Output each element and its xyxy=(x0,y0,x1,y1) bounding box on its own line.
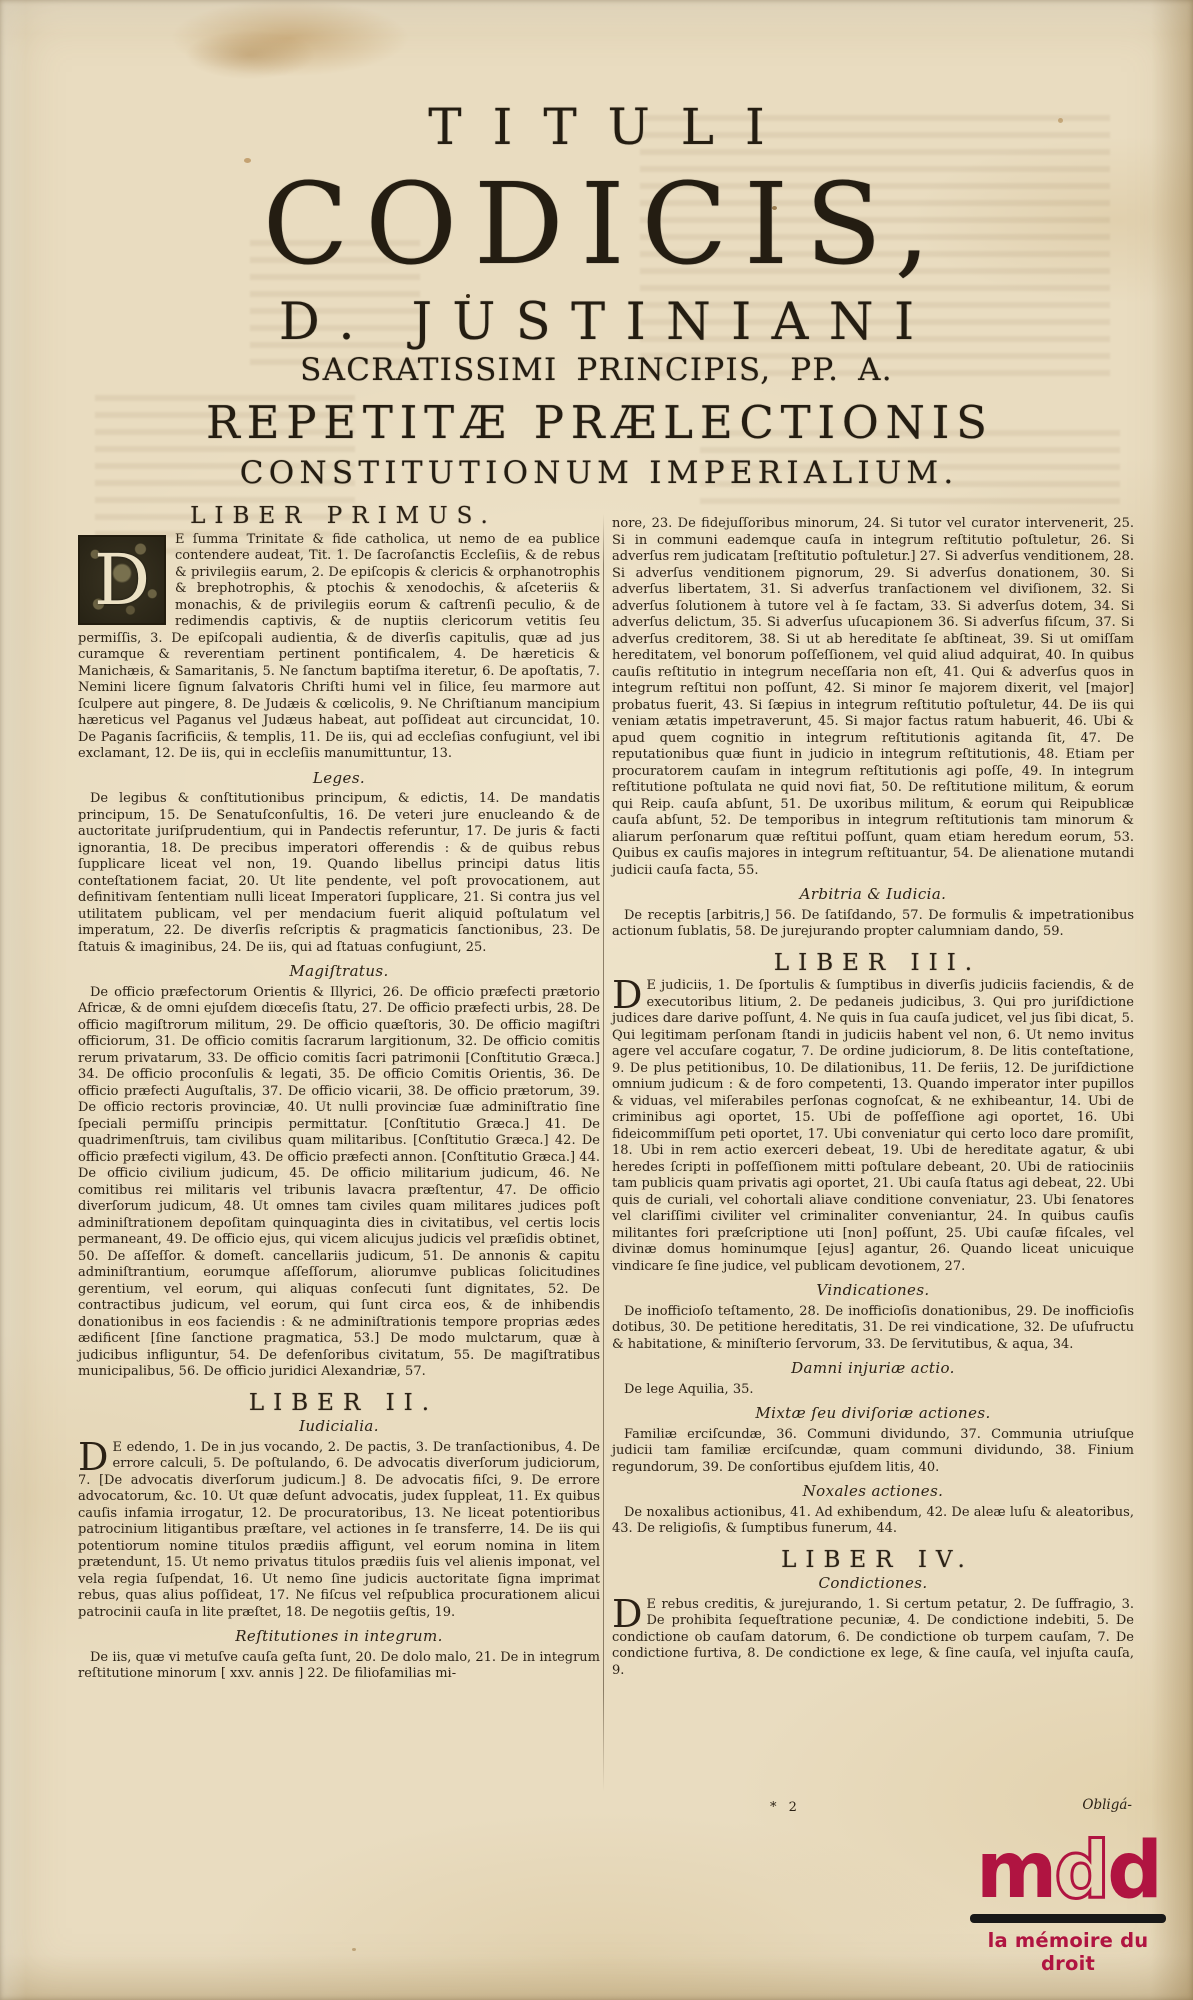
magistratus-paragraph: De officio præfectorum Orientis & Illyrici, 26. De officio præfecti prætorio Africæ, & de omni ejuſdem diœceſis ſtatu, 27. De officio præfecti urbis, 28. De officio magiſtrorum militum, 29. De officio quæſtoris, 30. De officio magiſtri officiorum, 31. De officio comitis ſacrarum largitionum, 32. De officio comitis rerum privatarum, 33. De officio comitis ſacri patrimonii [Conſtitutio Græca.] 34. De officio proconſulis & legati, 35. De officio Comitis Orientis, 36. De officio præfecti Auguſtalis, 37. De officio vicarii, 38. De officio prætorum, 39. De officio rectoris provinciæ, 40. Ut nulli provinciæ ſuæ adminiſtratio ſine ſpeciali permiſſu principis permittatur. [Conſtitutio Græca.] 41. De quadrimenſtruis, tam civilibus quam militaribus. [Conſtitutio Græca.] 42. De officio præfecti vigilum, 43. De officio præfecti annon. [Conſtitutio Græca.] 44. De officio civilium judicum, 45. De officio militarium judicum, 46. Ne comitibus rei militaris vel tribunis lavacra præſtentur, 47. De officio diverſorum judicum, 48. Ut omnes tam civiles quam militares judices poſt adminiſtrationem depoſitam quinquaginta dies in civitatibus, vel certis locis permaneant, 49. De officio ejus, qui vicem alicujus judicis vel præſidis obtinet, 50. De aſſeſſor. & domeſt. cancellariis judicum, 51. De annonis & capitu adminiſtrantium, eorumque aſſeſſorum, aliorumve publicas ſolicitudines gerentium, vel eorum, qui aliquas conſecuti ſunt dignitates, 52. De contractibus judicum, vel eorum, qui ſunt circa eos, & de inhibendis donationibus in eos faciendis : & ne adminiſtrationis tempore proprias ædes ædificent [ſine ſanctione pragmatica, 53.] De modo mulctarum, quæ à judicibus infliguntur, 54. De defenſoribus civitatum, 55. De magiſtratibus municipalibus, 56. De officio juridici Alexandriæ, 57. xyxy=(78,984,600,1379)
damni-heading: Damni injuriæ actio. xyxy=(791,1359,955,1377)
logo-letter-m: m xyxy=(976,1826,1055,1916)
liber4-paragraph xyxy=(612,1591,1134,1680)
leges-heading: Leges. xyxy=(312,768,366,787)
liber1-paragraph xyxy=(78,532,600,763)
condictiones-heading: Condictiones. xyxy=(818,1574,928,1592)
right-column xyxy=(612,516,1134,1679)
column-divider xyxy=(603,514,604,1792)
title-tituli: TITULI xyxy=(428,98,796,156)
logo-letter-d: d xyxy=(1107,1826,1160,1916)
vindicationes-paragraph: De inofficioſo teſtamento, 28. De inofficioſis donationibus, 29. De inofficioſis dotibus, 30. De petitione hereditatis, 31. De rei vindicatione, 32. De uſufructu & habitatione, & miniſterio ſervorum, 33. De ſervitutibus, & aqua, 34. xyxy=(612,1303,1134,1352)
liber-ii-heading: LIBER II. xyxy=(248,1389,439,1416)
mdd-logo-wordmark xyxy=(968,1826,1168,1916)
iudicialia-heading: Iudicialia. xyxy=(299,1417,379,1435)
noxales-paragraph: De noxalibus actionibus, 41. Ad exhibendum, 42. De aleæ luſu & aleatoribus, 43. De religioſis, & ſumptibus funerum, 44. xyxy=(612,1504,1134,1536)
initial-d: D xyxy=(612,1591,643,1636)
noxales-heading: Noxales actiones. xyxy=(802,1482,944,1500)
initial-d: D xyxy=(78,1434,109,1479)
liber3-paragraph xyxy=(612,973,1134,1275)
liber-iii-heading: LIBER III. xyxy=(773,949,982,976)
title-sacratissimi: SACRATISSIMI PRINCIPIS, PP. A. xyxy=(300,352,893,388)
mixtae-paragraph: Familiæ erciſcundæ, 36. Communi dividundo, 37. Communia utriuſque judicii tam familiæ erciſcundæ, quam communi dividundo, 38. Finium regundorum, 39. De conſortibus ejuſdem litis, 40. xyxy=(612,1426,1134,1475)
left-column xyxy=(78,503,600,1683)
foxing-spot xyxy=(352,1948,356,1951)
title-constitutionum: CONSTITUTIONUM IMPERIALIUM. xyxy=(239,455,959,491)
logo-tagline: la mémoire du droit xyxy=(987,1929,1149,1975)
ornate-initial-d: D xyxy=(78,535,166,625)
mixtae-heading: Mixtæ ſeu diviſoriæ actiones. xyxy=(755,1404,991,1422)
liber-primus-heading: LIBER PRIMUS. xyxy=(190,503,497,529)
liber3-text: E judiciis, 1. De ſportulis & ſumptibus in diverſis judiciis faciendis, & de executoribus litium, 2. De pedaneis judicibus, 3. Qui pro juriſdictione judices dare darive poſſunt, 4. Ne quis in ſua cauſa judicet, vel jus ſibi dicat, 5. Qui legitimam perſonam ſtandi in judiciis habent vel non, 6. Ut nemo invitus agere vel accuſare cogatur, 7. De ordine judiciorum, 8. De litis conteſtatione, 9. De plus petitionibus, 10. De dilationibus, 11. De feriis, 12. De juriſdictione omnium judicum : & de foro competenti, 13. Quando imperator inter pupillos & viduas, vel miſerabiles perſonas cognoſcat, & ne exhibeantur, 14. Ubi de criminibus agi oportet, 15. Ubi de poſſeſſione agi oportet, 16. Ubi fideicommiſſum peti oportet, 17. Ubi conveniatur qui certo loco dare promiſit, 18. Ubi in rem actio exerceri debeat, 19. Ubi de hereditate agatur, & ubi heredes ſcripti in poſſeſſionem mitti poſtulare debeant, 20. Ubi de ratiociniis tam publicis quam privatis agi oportet, 21. Ubi cauſa ſtatus agi debeat, 22. Ubi quis de curiali, vel cohortali aliave conditione conveniatur, 23. Ubi ſenatores vel clariſſimi civiliter vel criminaliter conveniantur, 24. In quibus cauſis militantes fori præſcriptione uti [non] poſſunt, 25. Ubi cauſæ fiſcales, vel divinæ domus hominumque [ejus] agantur, 26. Quando liceat unicuique vindicare ſe ſine judice, vel publicam devotionem, 27. xyxy=(612,978,1134,1274)
continuation-paragraph: nore, 23. De fidejuſſoribus minorum, 24. Si tutor vel curator intervenerit, 25. Si in communi eademque cauſa in integrum reſtitutio poſtuletur, 26. Si adverſus rem judicatam [reſtitutio poſtuletur.] 27. Si adverſus venditionem, 28. Si adverſus venditionem pignorum, 29. Si adverſus donationem, 30. Si adverſus libertatem, 31. Si adverſus tranſactionem vel diviſionem, 32. Si adverſus ſolutionem à tutore vel à ſe factam, 33. Si adverſus dotem, 34. Si adverſus delictum, 35. Si adverſus uſucapionem 36. Si adverſus fiſcum, 37. Si adverſus creditorem, 38. Si ut ab hereditate ſe abſtineat, 39. Si ut omiſſam hereditatem, vel bonorum poſſeſſionem, vel quid aliud adquirat, 40. In quibus cauſis reſtitutio in integrum neceſſaria non eſt, 41. Qui & adverſus quos in integrum reſtitui non poſſunt, 42. Si minor ſe majorem dixerit, vel [major] probatus fuerit, 43. Si ſæpius in integrum reſtitutio poſtuletur, 44. De iis qui veniam ætatis impetraverunt, 45. Si major factus ratum habuerit, 46. Ubi & apud quem cognitio in integrum reſtitutionis agitanda ſit, 47. De reputationibus quæ fiunt in judicio in integrum reſtitutionis, 48. Etiam per procuratorem cauſam in integrum reſtitutionis agi poſſe, 49. In integrum reſtitutione poſtulata ne quid novi fiat, 50. De reſtitutione militum, & eorum qui Reip. cauſa abſunt, 51. De uxoribus militum, & eorum qui Reipublicæ cauſa abſunt, 52. De temporibus in integrum reſtitutionis tam minorum & aliarum perſonarum quæ reſtitui poſſunt, quam etiam heredum eorum, 53. Quibus ex cauſis majores in integrum reſtituantur, 54. De alienatione mutandi judicii cauſa facta, 55. xyxy=(612,516,1134,878)
title-justiniani: D. JUSTINIANI xyxy=(278,293,935,352)
mdd-logo xyxy=(968,1826,1168,1975)
arbitria-heading: Arbitria & Iudicia. xyxy=(799,885,947,903)
logo-letter-d-outline: d xyxy=(1054,1826,1108,1916)
signature-mark: * 2 xyxy=(770,1800,801,1815)
title-repetitae: REPETITÆ PRÆLECTIONIS xyxy=(205,396,994,449)
restitutiones-heading: Reſtitutiones in integrum. xyxy=(235,1627,443,1645)
restitutiones-paragraph: De iis, quæ vi metuſve cauſa geſta ſunt, 20. De dolo malo, 21. De in integrum reſtitutione minorum [ xxv. annis ] 22. De filiofamilias mi- xyxy=(78,1649,600,1681)
vindicationes-heading: Vindicationes. xyxy=(816,1281,930,1299)
leges-paragraph: De legibus & conſtitutionibus principum, & edictis, 14. De mandatis principum, 15. De Senatuſconſultis, 16. De veteri jure enucleando & de auctoritate juriſprudentium, qui in Pandectis referuntur, 17. De juris & facti ignorantia, 18. De precibus imperatori offerendis : & de quibus rebus ſupplicare liceat vel non, 19. Quando libellus principi datus litis conteſtationem faciat, 20. Ut lite pendente, vel poſt provocationem, aut definitivam ſententiam nulli liceat Imperatori ſupplicare, 21. Si contra jus vel utilitatem publicam, vel per mendacium fuerit aliquid poſtulatum vel imperatum, 22. De diverſis reſcriptis & pragmaticis ſanctionibus, 23. De ſtatuis & imaginibus, 24. De iis, qui ad ſtatuas confugiunt, 25. xyxy=(78,791,600,955)
catchword: Obligá- xyxy=(1082,1797,1132,1813)
liber1-text: E ſumma Trinitate & fide catholica, ut nemo de ea publice contendere audeat, Tit. 1. De ſacroſanctis Eccleſiis, & de rebus & privilegiis earum, 2. De epiſcopis & clericis & orphanotrophis & brephotrophis, & ptochis & xenodochis, & aſceteriis & monachis, & de privilegiis eorum & caſtrenſi peculio, & de redimendis captivis, & de nuptiis clericorum vetitis ſeu permiſſis, 3. De epiſcopali audientia, & de diverſis capitulis, quæ ad jus curamque & reverentiam pertinent pontificalem, 4. De hæreticis & Manichæis, & Samaritanis, 5. Ne ſanctum baptiſma iteretur, 6. De apoſtatis, 7. Nemini licere ſignum ſalvatoris Chriſti humi vel in ſilice, ſeu marmore aut ſculpere aut pingere, 8. De Judæis & cœlicolis, 9. Ne Chriſtianum mancipium hæreticus vel Paganus vel Judæus habeat, aut poſſideat aut circuncidat, 10. De Paganis ſacrificiis, & templis, 11. De iis, qui ad eccleſias confugiunt, vel ibi exclamant, 12. De iis, qui in eccleſiis manumittuntur, 13. xyxy=(78,531,600,761)
damni-paragraph: De lege Aquilia, 35. xyxy=(624,1381,754,1397)
liber2-text: E edendo, 1. De in jus vocando, 2. De pactis, 3. De tranſactionibus, 4. De errore calculi, 5. De poſtulando, 6. De advocatis diverſorum judiciorum, 7. [De advocatis diverſorum judicum.] 8. De advocatis fiſci, 9. De errore advocatorum, &c. 10. Ut quæ deſunt advocatis, judex ſuppleat, 11. Ex quibus cauſis infamia irrogatur, 12. De procuratoribus, 13. Ne liceat potentioribus patrocinium litigantibus præſtare, vel actiones in ſe transferre, 14. De iis qui potentiorum nomine titulos prædiis affigunt, vel eorum nomina in litem prætendunt, 15. Ut nemo privatus titulos prædiis ſuis vel alienis imponat, vel vela regia ſuſpendat, 16. Ut nemo ſine judicis auctoritate ſigna imprimat rebus, quas alius poſſideat, 17. Ne fiſcus vel reſpublica procurationem alicui patrocinii cauſa in lite præſtet, 18. De negotiis geſtis, 19. xyxy=(78,1439,600,1620)
arbitria-paragraph: De receptis [arbitris,] 56. De ſatiſdando, 57. De formulis & impetrationibus actionum ſublatis, 58. De jurejurando propter calumniam dando, 59. xyxy=(612,907,1134,939)
magistratus-heading: Magiſtratus. xyxy=(289,962,389,980)
liber4-text: E rebus creditis, & jurejurando, 1. Si certum petatur, 2. De ſuffragio, 3. De prohibita ſequeſtratione pecuniæ, 4. De condictione indebiti, 5. De condictione ob cauſam datorum, 6. De condictione ob turpem cauſam, 7. De condictione furtiva, 8. De condictione ex lege, & ſine cauſa, vel injuſta cauſa, 9. xyxy=(612,1596,1134,1678)
initial-d: D xyxy=(612,973,643,1017)
liber2-paragraph xyxy=(78,1434,600,1622)
title-codicis: CODICIS, xyxy=(262,160,948,290)
liber-iv-heading: LIBER IV. xyxy=(781,1546,974,1573)
